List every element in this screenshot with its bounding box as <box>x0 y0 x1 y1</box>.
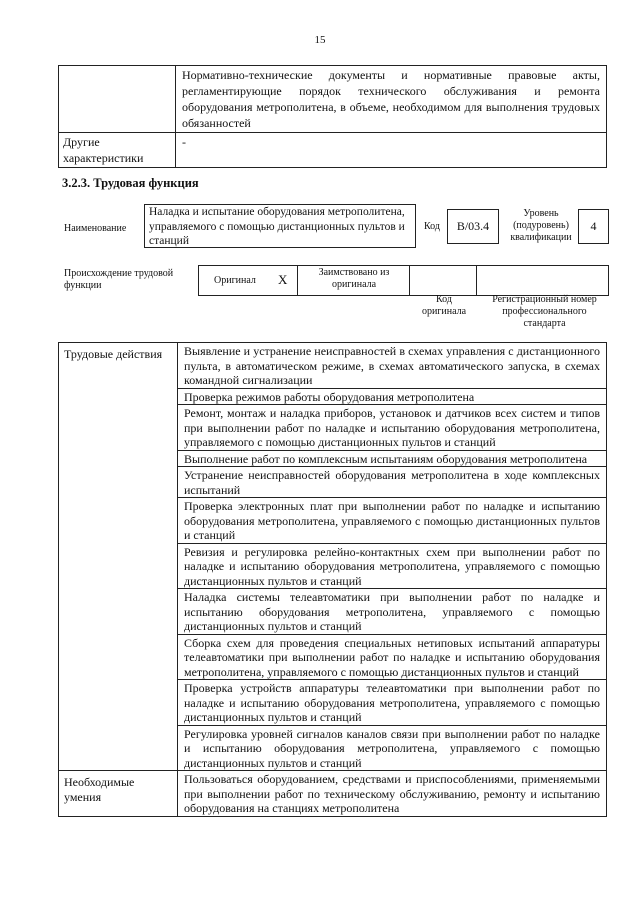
skills-item: Пользоваться оборудованием, средствами и приспособлениями, применяемыми при выполнении работ по техническому обслуживанию, ремонту и испытанию оборудования на станциях метрополитена <box>178 771 607 817</box>
action-item: Проверка устройств аппаратуры телеавтоматики при выполнении работ по наладке и испытанию оборудования метрополитена, управляемого с помощью дистанционных пультов и станций <box>178 680 607 726</box>
skills-label: Необходимые умения <box>59 771 178 817</box>
action-item: Ремонт, монтаж и наладка приборов, установок и датчиков всех систем и типов при выполнении работ по наладке и испытанию оборудования метрополитена, управляемого с помощью дистанционных пультов и станций <box>178 405 607 451</box>
table-row <box>59 133 607 168</box>
other-characteristics-value: - <box>176 133 607 168</box>
section-heading: 3.2.3. Трудовая функция <box>62 176 199 190</box>
divider <box>476 265 477 295</box>
code-original-label: Код оригинала <box>421 294 467 317</box>
reg-number-label: Регистрационный номер профессионального стандарта <box>492 294 597 329</box>
divider <box>297 265 298 295</box>
table-row <box>59 771 607 817</box>
action-item: Выполнение работ по комплексным испытаниям оборудования метрополитена <box>178 450 607 467</box>
action-item: Регулировка уровней сигналов каналов связи при выполнении работ по наладке и испытанию оборудования метрополитена, управляемого с помощью дистанционных пультов и станций <box>178 725 607 771</box>
borrowed-label: Заимствовано из оригинала <box>318 267 390 290</box>
origin-label: Происхождение трудовой функции <box>64 268 174 291</box>
page-number: 15 <box>314 34 326 46</box>
divider <box>409 265 410 295</box>
action-item: Устранение неисправностей оборудования метрополитена в ходе комплексных испытаний <box>178 467 607 498</box>
function-name-box: Наладка и испытание оборудования метрополитена, управляемого с помощью дистанционных пультов и станций <box>144 204 416 248</box>
name-label: Наименование <box>64 223 127 234</box>
actions-table <box>58 342 607 817</box>
table-row <box>59 343 607 389</box>
actions-label: Трудовые действия <box>59 343 178 771</box>
table-cell-empty <box>59 66 176 133</box>
code-label: Код <box>424 221 440 232</box>
normative-documents-cell: Нормативно-технические документы и нормативные правовые акты, регламентирующие порядок технического обслуживания и ремонта оборудования метрополитена, в объеме, необходимом для выполнения трудовых обязанностей <box>176 66 607 133</box>
function-code-box: B/03.4 <box>447 209 499 244</box>
other-characteristics-label: Другие характеристики <box>59 133 176 168</box>
level-value-box: 4 <box>578 209 609 244</box>
action-item: Наладка системы телеавтоматики при выполнении работ по наладке и испытанию оборудования метрополитена, управляемого с помощью дистанционных пультов и станций <box>178 589 607 635</box>
action-item: Ревизия и регулировка релейно-контактных схем при выполнении работ по наладке и испытанию оборудования метрополитена, управляемого с помощью дистанционных пультов и станций <box>178 543 607 589</box>
original-mark: X <box>278 272 288 287</box>
level-label: Уровень (подуровень) квалификации <box>510 208 572 243</box>
action-item: Выявление и устранение неисправностей в схемах управления с дистанционного пульта, в автоматическом режиме, в схемах автоматического запуска, в схемах командной сигнализации <box>178 343 607 389</box>
action-item: Проверка электронных плат при выполнении работ по наладке и испытанию оборудования метрополитена, управляемого с помощью дистанционных пультов и станций <box>178 498 607 544</box>
original-label: Оригинал <box>214 275 256 286</box>
top-table <box>58 65 607 168</box>
action-item: Сборка схем для проведения специальных нетиповых испытаний аппаратуры телеавтоматики при выполнении работ по наладке и испытанию оборудования метрополитена, управляемого с помощью дистанционных пультов и станций <box>178 634 607 680</box>
action-item: Проверка режимов работы оборудования метрополитена <box>178 388 607 405</box>
table-row <box>59 66 607 133</box>
